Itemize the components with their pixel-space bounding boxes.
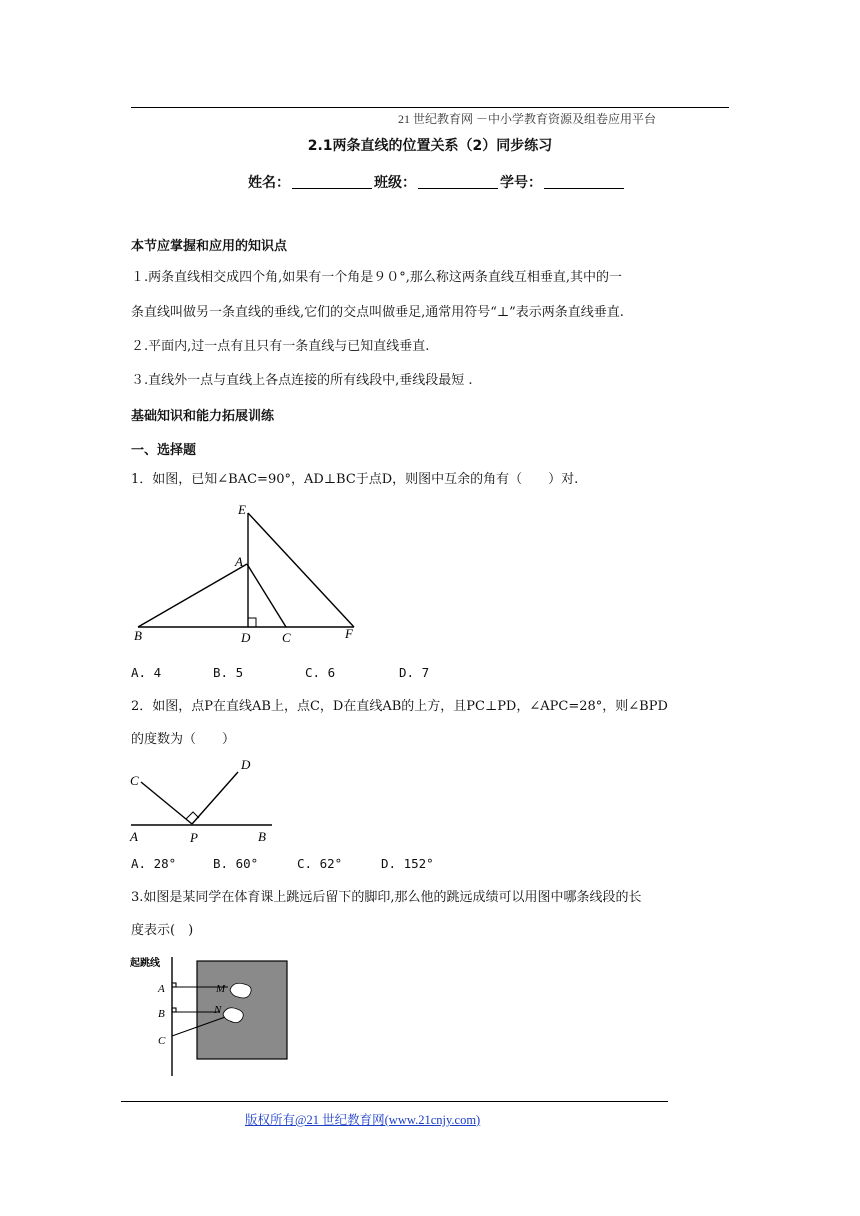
q1-option-c[interactable]: C. 6 bbox=[305, 665, 336, 680]
page-title: 2.1两条直线的位置关系（2）同步练习 bbox=[307, 138, 553, 154]
footer-link[interactable]: 版权所有@21 世纪教育网(www.21cnjy.com) bbox=[245, 1113, 481, 1127]
knowledge-item-1-line-1: １.两条直线相交成四个角,如果有一个角是９０°,那么称这两条直线互相垂直,其中的一 bbox=[131, 270, 623, 285]
class-blank[interactable] bbox=[418, 176, 498, 189]
section1-heading: 一、选择题 bbox=[131, 443, 197, 458]
q1-figure bbox=[131, 500, 371, 648]
q1-option-a[interactable]: A. 4 bbox=[131, 665, 162, 680]
number-blank[interactable] bbox=[544, 176, 624, 189]
class-label: 班级： bbox=[374, 175, 416, 191]
q2-option-c[interactable]: C. 62° bbox=[297, 856, 343, 871]
q2-label-b: B bbox=[258, 829, 266, 844]
knowledge-item-2: ２.平面内,过一点有且只有一条直线与已知直线垂直. bbox=[131, 339, 430, 354]
q3-label-c: C bbox=[158, 1035, 166, 1047]
knowledge-item-1-line-2: 条直线叫做另一条直线的垂线,它们的交点叫做垂足,通常用符号“⊥”表示两条直线垂直. bbox=[131, 305, 624, 320]
q2-figure bbox=[126, 752, 276, 847]
q1-label-e: E bbox=[238, 502, 246, 517]
q3-label-start: 起跳线 bbox=[130, 958, 160, 969]
q3-figure bbox=[128, 952, 298, 1080]
name-label: 姓名： bbox=[248, 175, 290, 191]
q1-option-b[interactable]: B. 5 bbox=[213, 665, 244, 680]
q2-line-1: 2．如图，点P在直线AB上，点C，D在直线AB的上方，且PC⊥PD，∠APC=28°，则∠BPD bbox=[131, 699, 668, 714]
q3-label-n: N bbox=[214, 1004, 222, 1016]
q3-line-2: 度表示( ) bbox=[131, 923, 194, 938]
q3-label-a: A bbox=[158, 983, 165, 995]
q1-label-a: A bbox=[235, 554, 243, 569]
training-heading: 基础知识和能力拓展训练 bbox=[131, 409, 275, 424]
q2-label-d: D bbox=[241, 757, 251, 772]
q2-line-2: 的度数为（ ） bbox=[131, 732, 236, 747]
q2-label-p: P bbox=[190, 830, 198, 845]
q2-label-c: C bbox=[130, 773, 139, 788]
q1-label-c: C bbox=[282, 630, 291, 645]
q1-label-d: D bbox=[241, 630, 251, 645]
q3-sand-pit bbox=[197, 961, 287, 1059]
q2-option-b[interactable]: B. 60° bbox=[213, 856, 259, 871]
q2-options bbox=[131, 856, 434, 871]
q3-label-m: M bbox=[216, 983, 226, 995]
q3-line-1: 3.如图是某同学在体育课上跳远后留下的脚印,那么他的跳远成绩可以用图中哪条线段的长 bbox=[131, 890, 642, 905]
q1-options bbox=[131, 665, 429, 680]
q2-label-a: A bbox=[130, 829, 138, 844]
q2-option-d[interactable]: D. 152° bbox=[381, 856, 434, 871]
q1-text: 1．如图，已知∠BAC=90°，AD⊥BC于点D，则图中互余的角有（ ）对. bbox=[131, 472, 579, 487]
number-label: 学号： bbox=[500, 175, 542, 191]
q1-label-f: F bbox=[345, 626, 353, 641]
header-rule bbox=[131, 107, 729, 108]
knowledge-heading: 本节应掌握和应用的知识点 bbox=[131, 239, 288, 254]
footer-rule bbox=[121, 1101, 668, 1102]
header-text: 21 世纪教育网 －中小学教育资源及组卷应用平台 bbox=[398, 112, 657, 126]
q3-label-b: B bbox=[158, 1008, 165, 1020]
q2-option-a[interactable]: A. 28° bbox=[131, 856, 177, 871]
q1-label-b: B bbox=[134, 628, 142, 643]
q1-option-d[interactable]: D. 7 bbox=[399, 665, 430, 680]
knowledge-item-3: ３.直线外一点与直线上各点连接的所有线段中,垂线段最短 . bbox=[131, 373, 473, 388]
student-info bbox=[248, 172, 626, 192]
name-blank[interactable] bbox=[292, 176, 372, 189]
